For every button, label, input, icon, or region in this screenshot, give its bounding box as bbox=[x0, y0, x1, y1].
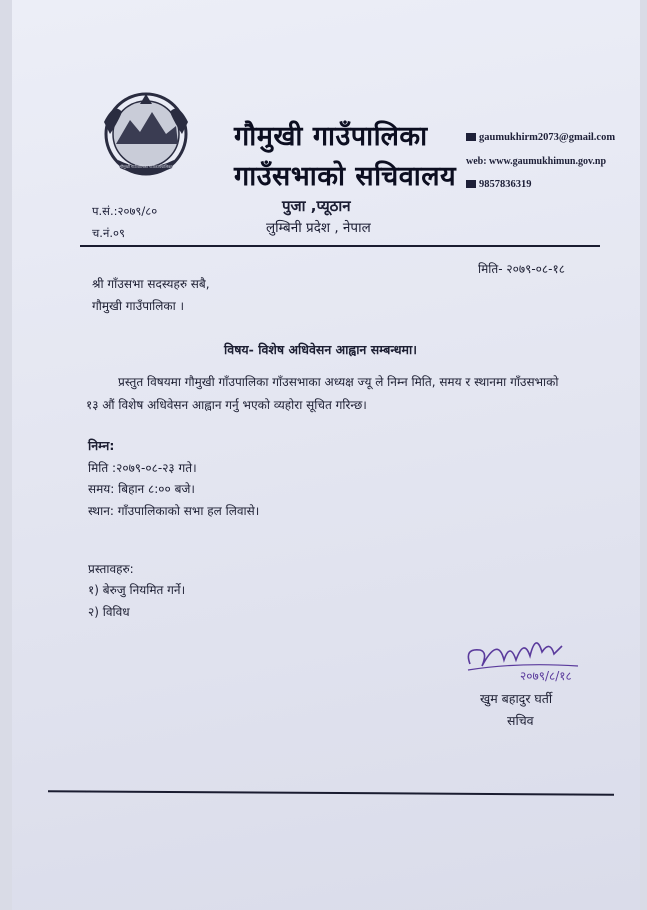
office-place-line1: पुजा ,प्यूठान bbox=[282, 197, 351, 215]
body-line2: १३ औं विशेष अधिवेसन आह्वान गर्नु भएको व्यहोरा सूचित गरिन्छ। bbox=[86, 398, 367, 412]
recipient-line1: श्री गाँउसभा सदस्यहरु सबै, bbox=[92, 277, 210, 291]
signer-title: सचिव bbox=[507, 713, 534, 728]
letter-date: मिति- २०७९-०८-१८ bbox=[478, 262, 565, 276]
proposal-item: १) बेरुजु नियमित गर्ने। bbox=[88, 583, 186, 597]
handwritten-signature bbox=[458, 626, 598, 688]
body-line1: प्रस्तुत विषयमा गौमुखी गाँउपालिका गाँउसभाका अध्यक्ष ज्यू ले निम्न मिति, समय र स्थानमा गाँउसभाको bbox=[118, 375, 559, 389]
office-title-line2: गाउँसभाको सचिवालय bbox=[234, 161, 457, 192]
office-title-line1: गौमुखी गाउँपालिका bbox=[234, 121, 428, 152]
contact-email bbox=[466, 132, 615, 143]
letter-reference-number: प.सं.:२०७९/८० bbox=[92, 204, 158, 218]
phone-icon bbox=[466, 180, 476, 188]
meeting-place: स्थान: गाँउपालिकाको सभा हल लिवासे। bbox=[88, 504, 260, 518]
signer-name: खुम बहादुर घर्ती bbox=[480, 691, 553, 706]
dispatch-number: च.नं.०९ bbox=[92, 226, 125, 240]
contact-email-text: gaumukhirm2073@gmail.com bbox=[479, 132, 616, 143]
office-place-line2: लुम्बिनी प्रदेश , नेपाल bbox=[266, 220, 371, 236]
contact-web: web: www.gaumukhimun.gov.np bbox=[466, 156, 607, 167]
footer-divider bbox=[48, 790, 614, 795]
signature-date: २०७९/८/१८ bbox=[520, 669, 572, 683]
recipient-line2: गौमुखी गाउँपालिका । bbox=[92, 299, 185, 313]
nepal-emblem-logo bbox=[100, 82, 192, 182]
contact-phone bbox=[466, 179, 532, 190]
details-heading: निम्न: bbox=[88, 438, 115, 453]
meeting-date: मिति :२०७९-०८-२३ गते। bbox=[88, 461, 197, 475]
emblem-text: गौमुखी गाउँपालिका गाउँकार्यपालिका bbox=[119, 164, 173, 169]
letter-subject: विषय- विशेष अधिवेसन आह्वान सम्बन्धमा। bbox=[224, 342, 417, 357]
proposals-heading: प्रस्तावहरु: bbox=[88, 562, 134, 576]
contact-phone-text: 9857836319 bbox=[479, 179, 532, 190]
letter-page bbox=[12, 0, 640, 910]
email-icon bbox=[466, 133, 476, 141]
proposal-item: २) विविध bbox=[88, 605, 130, 619]
meeting-time: समय: बिहान ८:०० बजे। bbox=[88, 482, 195, 496]
header-divider bbox=[80, 245, 600, 247]
